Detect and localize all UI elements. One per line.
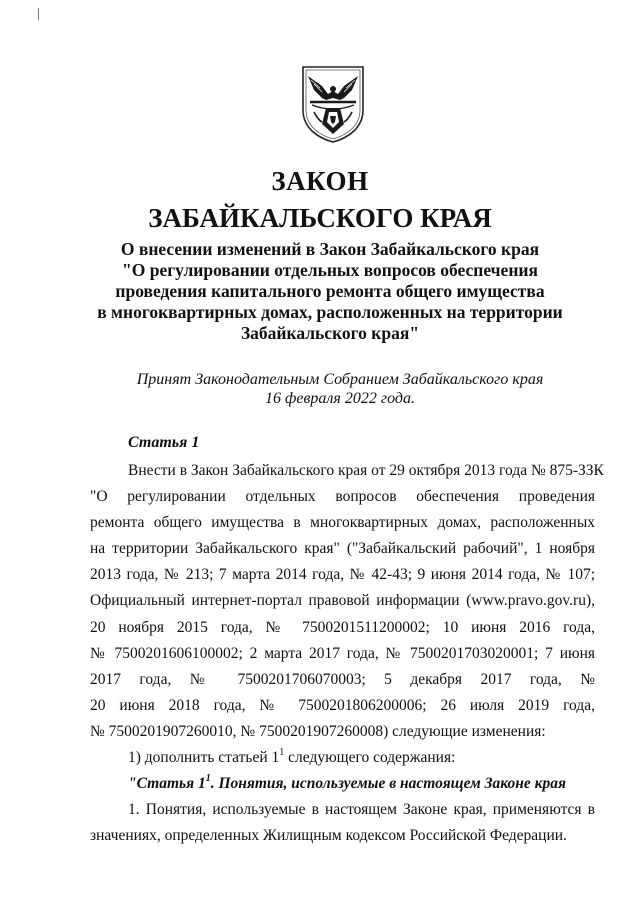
amendment-item	[90, 745, 595, 771]
body-line: 2017 года, № 7500201706070003; 5 декабря 2017 года, №	[90, 670, 595, 688]
body-line: 20 ноября 2015 года, № 7500201511200002; 10 июня 2016 года,	[90, 618, 595, 636]
body-line: 20 июня 2018 года, № 7500201806200006; 26 июля 2019 года,	[90, 696, 595, 714]
law-region-title: ЗАБАЙКАЛЬСКОГО КРАЯ	[148, 203, 492, 233]
body-line: Официальный интернет-портал правовой информации (www.pravo.gov.ru),	[90, 592, 595, 610]
point-line: значениях, определенных Жилищным кодексом Российской Федерации.	[90, 827, 567, 845]
subtitle-line: проведения капитального ремонта общего имущества	[115, 281, 545, 301]
body-line: № 7500201606100002; 2 марта 2017 года, № 7500201703020001; 7 июня	[90, 644, 595, 662]
body-line: Внести в Закон Забайкальского края от 29 октября 2013 года № 875-ЗЗК	[128, 462, 604, 479]
body-line: на территории Забайкальского края" ("Забайкальский рабочий", 1 ноября	[90, 540, 595, 558]
scan-mark	[38, 8, 39, 20]
new-article-sup: 1	[205, 772, 211, 784]
new-article-prefix: "Статья 1	[128, 775, 206, 793]
subtitle-line: в многоквартирных домах, расположенных на территории	[97, 302, 563, 322]
point-line: 1. Понятия, используемые в настоящем Законе края, применяются в	[128, 801, 595, 819]
adoption-note	[90, 370, 590, 408]
law-title: ЗАКОН	[271, 166, 369, 196]
coat-of-arms-icon	[300, 64, 366, 144]
law-subtitle	[90, 239, 570, 344]
adoption-line: Принят Законодательным Собранием Забайкальского края	[136, 371, 544, 388]
body-line: "О регулировании отдельных вопросов обеспечения проведения	[90, 488, 595, 506]
body-line: 2013 года, № 213; 7 марта 2014 года, № 42-43; 9 июня 2014 года, № 107;	[90, 566, 595, 584]
subtitle-line: О внесении изменений в Закон Забайкальского края	[120, 239, 540, 259]
amendment-text-end: следующего содержания:	[284, 749, 456, 767]
new-article-heading	[90, 771, 595, 797]
adoption-date: 16 февраля 2022 года.	[265, 390, 415, 407]
subtitle-line: Забайкальского края"	[240, 323, 420, 343]
amendment-sup: 1	[279, 746, 285, 758]
amendment-text: 1) дополнить статьей 1	[128, 749, 280, 767]
article-body	[90, 458, 604, 849]
subtitle-line: "О регулировании отдельных вопросов обеспечения	[122, 260, 538, 280]
body-line: ремонта общего имущества в многоквартирных домах, расположенных	[90, 514, 595, 532]
new-article-title: . Понятия, используемые в настоящем Законе края	[210, 775, 566, 793]
body-line: № 7500201907260010, № 7500201907260008) следующие изменения:	[90, 722, 546, 740]
article-heading: Статья 1	[128, 434, 200, 451]
